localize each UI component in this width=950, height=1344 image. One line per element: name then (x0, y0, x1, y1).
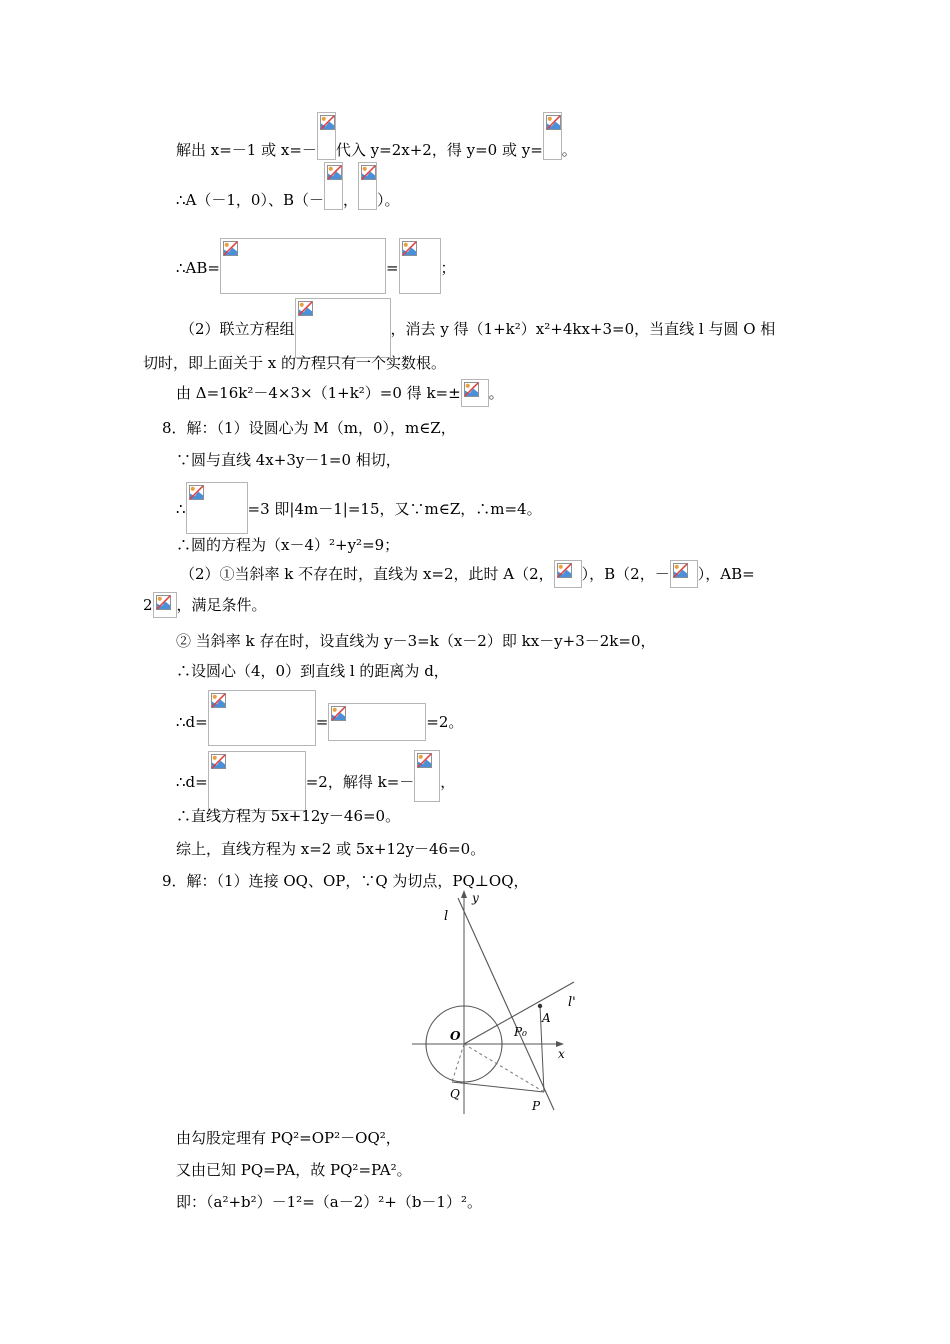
broken-image-icon (295, 298, 391, 358)
broken-image-icon (328, 703, 426, 741)
text-segment: ），B（2，－ (581, 565, 670, 583)
text-segment: 9．解：（1）连接 OQ、OP，∵Q 为切点，PQ⊥OQ， (162, 872, 529, 890)
text-line (180, 300, 775, 358)
text-segment: ∴d= (176, 713, 208, 731)
text-segment: 8．解：（1）设圆心为 M（m，0），m∈Z， (162, 419, 456, 437)
text-line (176, 661, 449, 681)
text-segment: ∴ (176, 500, 186, 518)
text-segment: =2，解得 k=－ (305, 773, 415, 791)
text-line (176, 1160, 412, 1180)
text-line (176, 806, 400, 826)
text-segment: ∴圆的方程为（x－4）²+y²=9； (176, 536, 400, 554)
text-segment: ∴d= (176, 773, 208, 791)
text-segment: ，满足条件。 (176, 596, 267, 614)
text-segment: 即：（a²+b²）－1²=（a－2）²+（b－1）²。 (176, 1193, 482, 1211)
text-segment: ∴设圆心（4，0）到直线 l 的距离为 d， (176, 662, 449, 680)
text-segment: ），AB= (697, 565, 755, 583)
geometry-figure (408, 878, 578, 1118)
text-line (176, 450, 401, 470)
label-y: y (472, 891, 479, 905)
point-a (538, 1004, 542, 1008)
label-l-prime: l' (568, 995, 576, 1010)
text-segment: 2 (143, 596, 153, 614)
text-line (176, 242, 456, 294)
broken-image-icon (317, 112, 336, 160)
broken-image-icon (153, 592, 177, 618)
text-line (143, 592, 267, 618)
text-segment: ； (440, 259, 456, 277)
label-x: x (558, 1047, 565, 1061)
text-segment: 又由已知 PQ=PA，故 PQ²=PA²。 (176, 1161, 412, 1179)
broken-image-icon (186, 482, 248, 534)
text-segment: 。 (561, 141, 577, 159)
text-segment: =3 即|4m－1|=15，又∵m∈Z，∴m=4。 (247, 500, 542, 518)
text-segment: （2）联立方程组 (180, 320, 295, 338)
broken-image-icon (324, 162, 343, 210)
text-segment: ， (343, 191, 359, 209)
label-a: A (542, 1011, 551, 1025)
label-o: O (450, 1029, 461, 1043)
text-segment: =2。 (426, 713, 464, 731)
segment-pq (452, 1082, 544, 1092)
text-line (176, 698, 463, 746)
text-segment: （2）①当斜率 k 不存在时，直线为 x=2，此时 A（2， (180, 565, 554, 583)
text-segment: 解出 x=－1 或 x=－ (176, 141, 317, 159)
text-segment: ∴A（－1，0）、B（－ (176, 191, 324, 209)
text-segment: = (385, 259, 399, 277)
text-line (176, 839, 485, 859)
broken-image-icon (670, 560, 698, 588)
label-l: l (444, 909, 449, 924)
text-line (176, 190, 400, 210)
broken-image-icon (399, 238, 441, 294)
text-segment: ）。 (377, 191, 400, 209)
text-line (176, 753, 455, 811)
segment-oq (452, 1044, 464, 1082)
label-p0: P₀ (514, 1025, 527, 1039)
text-segment: 。 (488, 384, 504, 402)
text-segment: 由勾股定理有 PQ²=OP²－OQ²， (176, 1129, 401, 1147)
text-segment: ∴AB= (176, 259, 220, 277)
text-line (176, 484, 542, 534)
text-line (162, 418, 456, 438)
text-line (176, 1192, 482, 1212)
text-segment: ， (440, 773, 456, 791)
label-p: P (532, 1099, 541, 1113)
text-segment: = (315, 713, 329, 731)
text-line (143, 353, 446, 373)
text-line (176, 535, 399, 555)
broken-image-icon (543, 112, 562, 160)
broken-image-icon (414, 750, 440, 802)
text-line (176, 140, 577, 160)
text-line (180, 560, 755, 588)
text-segment: 综上，直线方程为 x=2 或 5x+12y－46=0。 (176, 840, 486, 858)
broken-image-icon (208, 751, 306, 811)
y-axis-arrow (461, 890, 467, 898)
broken-image-icon (358, 162, 377, 210)
broken-image-icon (208, 690, 316, 746)
text-line (176, 379, 504, 407)
text-segment: 由 Δ=16k²－4×3×（1+k²）=0 得 k=± (176, 384, 461, 402)
broken-image-icon (220, 238, 386, 294)
broken-image-icon (554, 560, 582, 588)
text-line (176, 1128, 401, 1148)
text-segment: ∵圆与直线 4x+3y－1=0 相切， (176, 451, 401, 469)
label-q: Q (450, 1087, 460, 1101)
text-segment: ∴直线方程为 5x+12y－46=0。 (176, 807, 401, 825)
text-line (176, 631, 656, 651)
text-segment: 切时，即上面关于 x 的方程只有一个实数根。 (143, 354, 446, 372)
text-segment: ，消去 y 得（1+k²）x²+4kx+3=0，当直线 l 与圆 O 相 (390, 320, 776, 338)
text-segment: 代入 y=2x+2，得 y=0 或 y= (335, 141, 543, 159)
broken-image-icon (461, 379, 489, 407)
text-segment: ② 当斜率 k 存在时，设直线为 y－3=k（x－2）即 kx－y+3－2k=0， (176, 632, 656, 650)
